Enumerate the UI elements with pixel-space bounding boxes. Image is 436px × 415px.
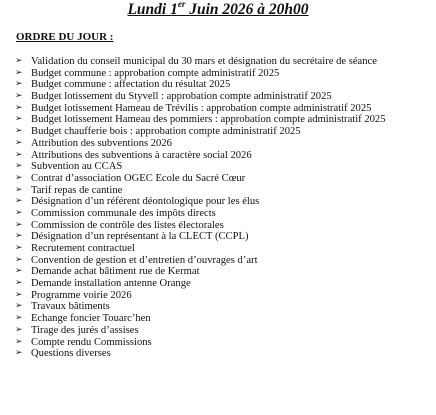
arrowhead-bullet-icon: ➢: [15, 161, 23, 172]
agenda-item-text: Budget lotissement Hameau des pommiers : approbation compte administratif 2025: [31, 114, 386, 126]
agenda-item-text: Echange foncier Touarc’hen: [31, 313, 151, 325]
agenda-item: [15, 348, 386, 360]
arrowhead-bullet-icon: ➢: [15, 231, 23, 242]
arrowhead-bullet-icon: ➢: [15, 289, 23, 300]
arrowhead-bullet-icon: ➢: [15, 301, 23, 312]
agenda-item-text: Demande achat bâtiment rue de Kermat: [31, 266, 200, 278]
arrowhead-bullet-icon: ➢: [15, 243, 23, 253]
agenda-item: [15, 79, 386, 91]
agenda-item: [15, 255, 386, 267]
agenda-item: [15, 290, 386, 302]
arrowhead-bullet-icon: ➢: [15, 336, 23, 347]
agenda-item-text: Questions diverses: [31, 348, 111, 360]
agenda-item-text: Budget commune : affectation du résultat 2025: [31, 79, 231, 91]
agenda-item-text: Désignation d’un représentant à la CLECT (CCPL): [31, 231, 249, 243]
agenda-item-text: Tirage des jurés d’assises: [31, 324, 139, 336]
agenda-item: [15, 266, 386, 278]
agenda-item-text: Commission de contrôle des listes électorales: [31, 219, 224, 231]
agenda-item: [15, 337, 386, 349]
agenda-item: [15, 185, 386, 197]
agenda-item-text: Désignation d’un référent déontologique pour les élus: [31, 196, 260, 208]
agenda-item-text: Budget lotissement du Styvell : approbation compte administratif 2025: [31, 91, 332, 103]
arrowhead-bullet-icon: ➢: [15, 219, 23, 230]
agenda-item-text: Budget commune : approbation compte administratif 2025: [31, 67, 280, 79]
arrowhead-bullet-icon: ➢: [15, 67, 23, 78]
agenda-item-text: Recrutement contractuel: [31, 243, 135, 254]
agenda-item: [15, 278, 386, 290]
arrowhead-bullet-icon: ➢: [15, 266, 23, 277]
arrowhead-bullet-icon: ➢: [15, 196, 23, 207]
agenda-item: [15, 91, 386, 103]
agenda-item-text: Compte rendu Commissions: [31, 336, 152, 348]
agenda-list: [15, 56, 386, 360]
arrowhead-bullet-icon: ➢: [15, 172, 23, 183]
arrowhead-bullet-icon: ➢: [15, 207, 23, 218]
title-superscript: er: [177, 0, 186, 9]
agenda-item: [15, 138, 386, 150]
agenda-item: [15, 243, 386, 255]
agenda-item: [15, 313, 386, 325]
agenda-item-text: Travaux bâtiments: [31, 301, 110, 313]
agenda-item-text: Subvention au CCAS: [31, 161, 123, 173]
agenda-item: [15, 56, 386, 68]
agenda-item: [15, 68, 386, 80]
agenda-item-text: Attribution des subventions 2026: [31, 137, 172, 149]
agenda-item-text: Validation du conseil municipal du 30 mars et désignation du secrétaire de séance: [31, 56, 377, 67]
agenda-item: [15, 220, 386, 232]
agenda-heading: ORDRE DU JOUR :: [16, 31, 114, 43]
title-prefix: Lundi 1: [127, 1, 178, 18]
arrowhead-bullet-icon: ➢: [15, 324, 23, 335]
arrowhead-bullet-icon: ➢: [15, 184, 23, 195]
agenda-item: [15, 301, 386, 313]
agenda-item: [15, 325, 386, 337]
arrowhead-bullet-icon: ➢: [15, 278, 23, 289]
agenda-item-text: Convention de gestion et d’entretien d’ouvrages d’art: [31, 254, 258, 266]
agenda-item-text: Programme voirie 2026: [31, 289, 132, 301]
arrowhead-bullet-icon: ➢: [15, 254, 23, 265]
agenda-item: [15, 196, 386, 208]
arrowhead-bullet-icon: ➢: [15, 348, 23, 359]
agenda-item: [15, 173, 386, 185]
agenda-item-text: Budget lotissement Hameau de Trévilis : approbation compte administratif 2025: [31, 102, 372, 114]
agenda-item: [15, 208, 386, 220]
arrowhead-bullet-icon: ➢: [15, 126, 23, 137]
agenda-item-text: Commission communale des impôts directs: [31, 207, 216, 219]
arrowhead-bullet-icon: ➢: [15, 149, 23, 160]
arrowhead-bullet-icon: ➢: [15, 114, 23, 125]
agenda-item: [15, 103, 386, 115]
agenda-item-text: Attributions des subventions à caractère social 2026: [31, 149, 252, 161]
agenda-item-text: Budget chaufferie bois : approbation compte administratif 2025: [31, 126, 301, 138]
agenda-item: [15, 126, 386, 138]
arrowhead-bullet-icon: ➢: [15, 79, 23, 90]
arrowhead-bullet-icon: ➢: [15, 102, 23, 113]
arrowhead-bullet-icon: ➢: [15, 91, 23, 102]
agenda-item: [15, 114, 386, 126]
arrowhead-bullet-icon: ➢: [15, 137, 23, 148]
agenda-item-text: Demande installation antenne Orange: [31, 278, 191, 290]
agenda-item: [15, 150, 386, 162]
agenda-item: [15, 161, 386, 173]
agenda-item-text: Contrat d’association OGEC Ecole du Sacré Cœur: [31, 172, 246, 184]
title-suffix: Juin 2026 à 20h00: [185, 1, 309, 18]
agenda-item: [15, 231, 386, 243]
agenda-item-text: Tarif repas de cantine: [31, 184, 123, 196]
meeting-date-title: [0, 1, 436, 19]
arrowhead-bullet-icon: ➢: [15, 56, 23, 66]
arrowhead-bullet-icon: ➢: [15, 313, 23, 324]
